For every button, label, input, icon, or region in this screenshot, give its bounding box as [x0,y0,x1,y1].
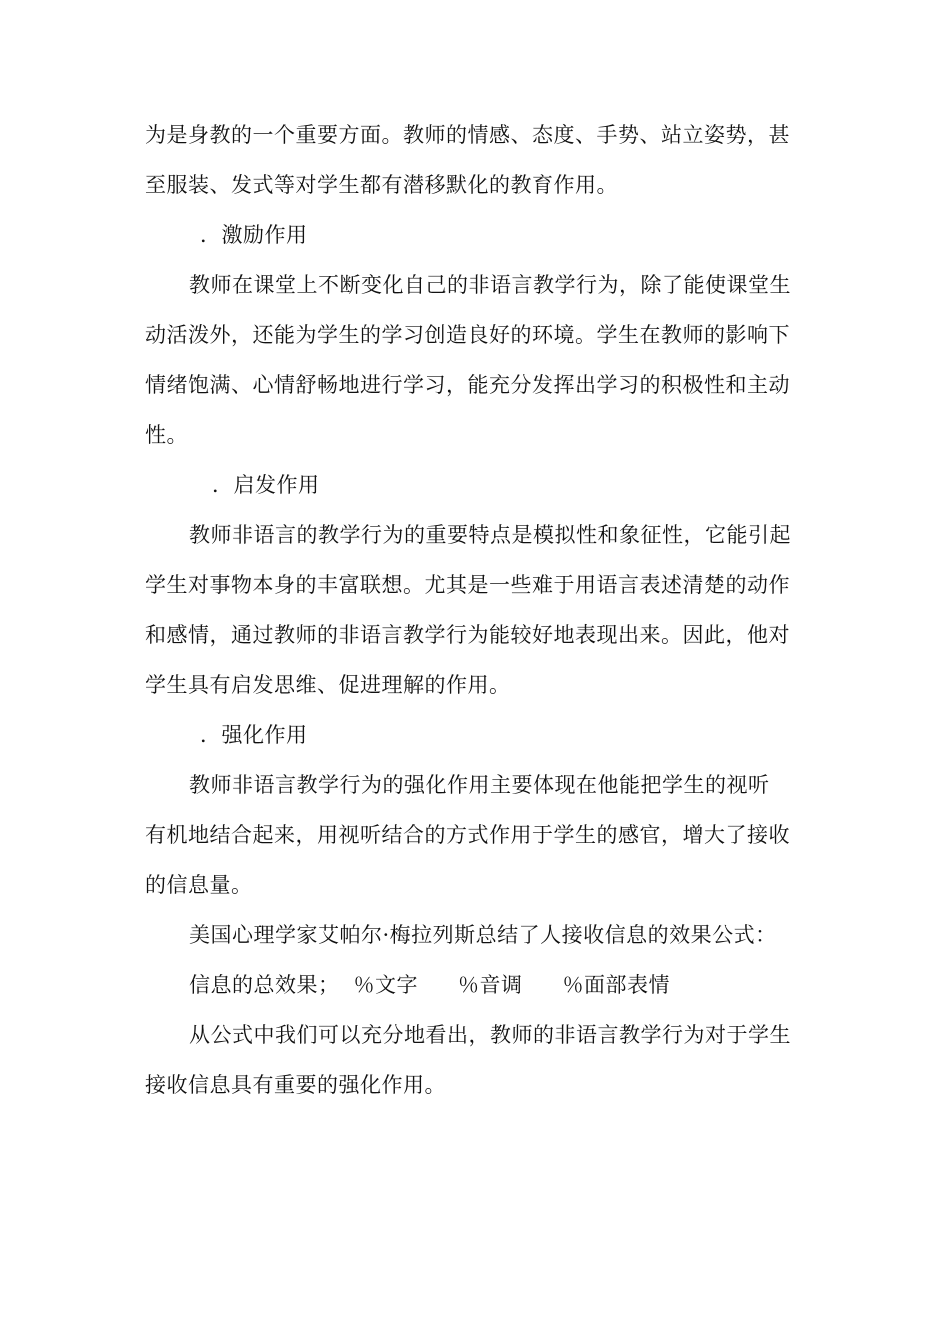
paragraph-line: 至服装、发式等对学生都有潜移默化的教育作用。 [145,173,618,197]
paragraph-line: 美国心理学家艾帕尔·梅拉列斯总结了人接收信息的效果公式： [189,923,777,947]
paragraph-line: 情绪饱满、心情舒畅地进行学习，能充分发挥出学习的积极性和主动 [145,373,790,397]
paragraph-line: 从公式中我们可以充分地看出，教师的非语言教学行为对于学生 [189,1023,791,1047]
paragraph-line: 教师非语言教学行为的强化作用主要体现在他能把学生的视听 [189,773,770,797]
formula-term-tone: ％音调 [458,973,523,997]
paragraph-line: 为是身教的一个重要方面。教师的情感、态度、手势、站立姿势，甚 [145,123,790,147]
paragraph-line: 性。 [145,423,188,447]
paragraph-line: 学生对事物本身的丰富联想。尤其是一些难于用语言表述清楚的动作 [145,573,790,597]
formula-term-face: ％面部表情 [562,973,670,997]
section-heading-motivation: ．激励作用 [200,223,308,247]
paragraph-line: 的信息量。 [145,873,253,897]
paragraph-line: 和感情，通过教师的非语言教学行为能较好地表现出来。因此，他对 [145,623,790,647]
paragraph-line: 接收信息具有重要的强化作用。 [145,1073,446,1097]
section-heading-inspiration: ．启发作用 [212,473,320,497]
paragraph-line: 教师非语言的教学行为的重要特点是模拟性和象征性，它能引起 [189,523,791,547]
paragraph-line: 教师在课堂上不断变化自己的非语言教学行为，除了能使课堂生 [189,273,791,297]
section-heading-reinforcement: ．强化作用 [200,723,308,747]
formula-line [189,971,869,999]
paragraph-line: 有机地结合起来，用视听结合的方式作用于学生的感官，增大了接收 [145,823,790,847]
paragraph-line: 动活泼外，还能为学生的学习创造良好的环境。学生在教师的影响下 [145,323,790,347]
formula-term-text: ％文字 [353,973,418,997]
paragraph-line: 学生具有启发思维、促进理解的作用。 [145,673,511,697]
formula-label: 信息的总效果； [189,973,340,997]
